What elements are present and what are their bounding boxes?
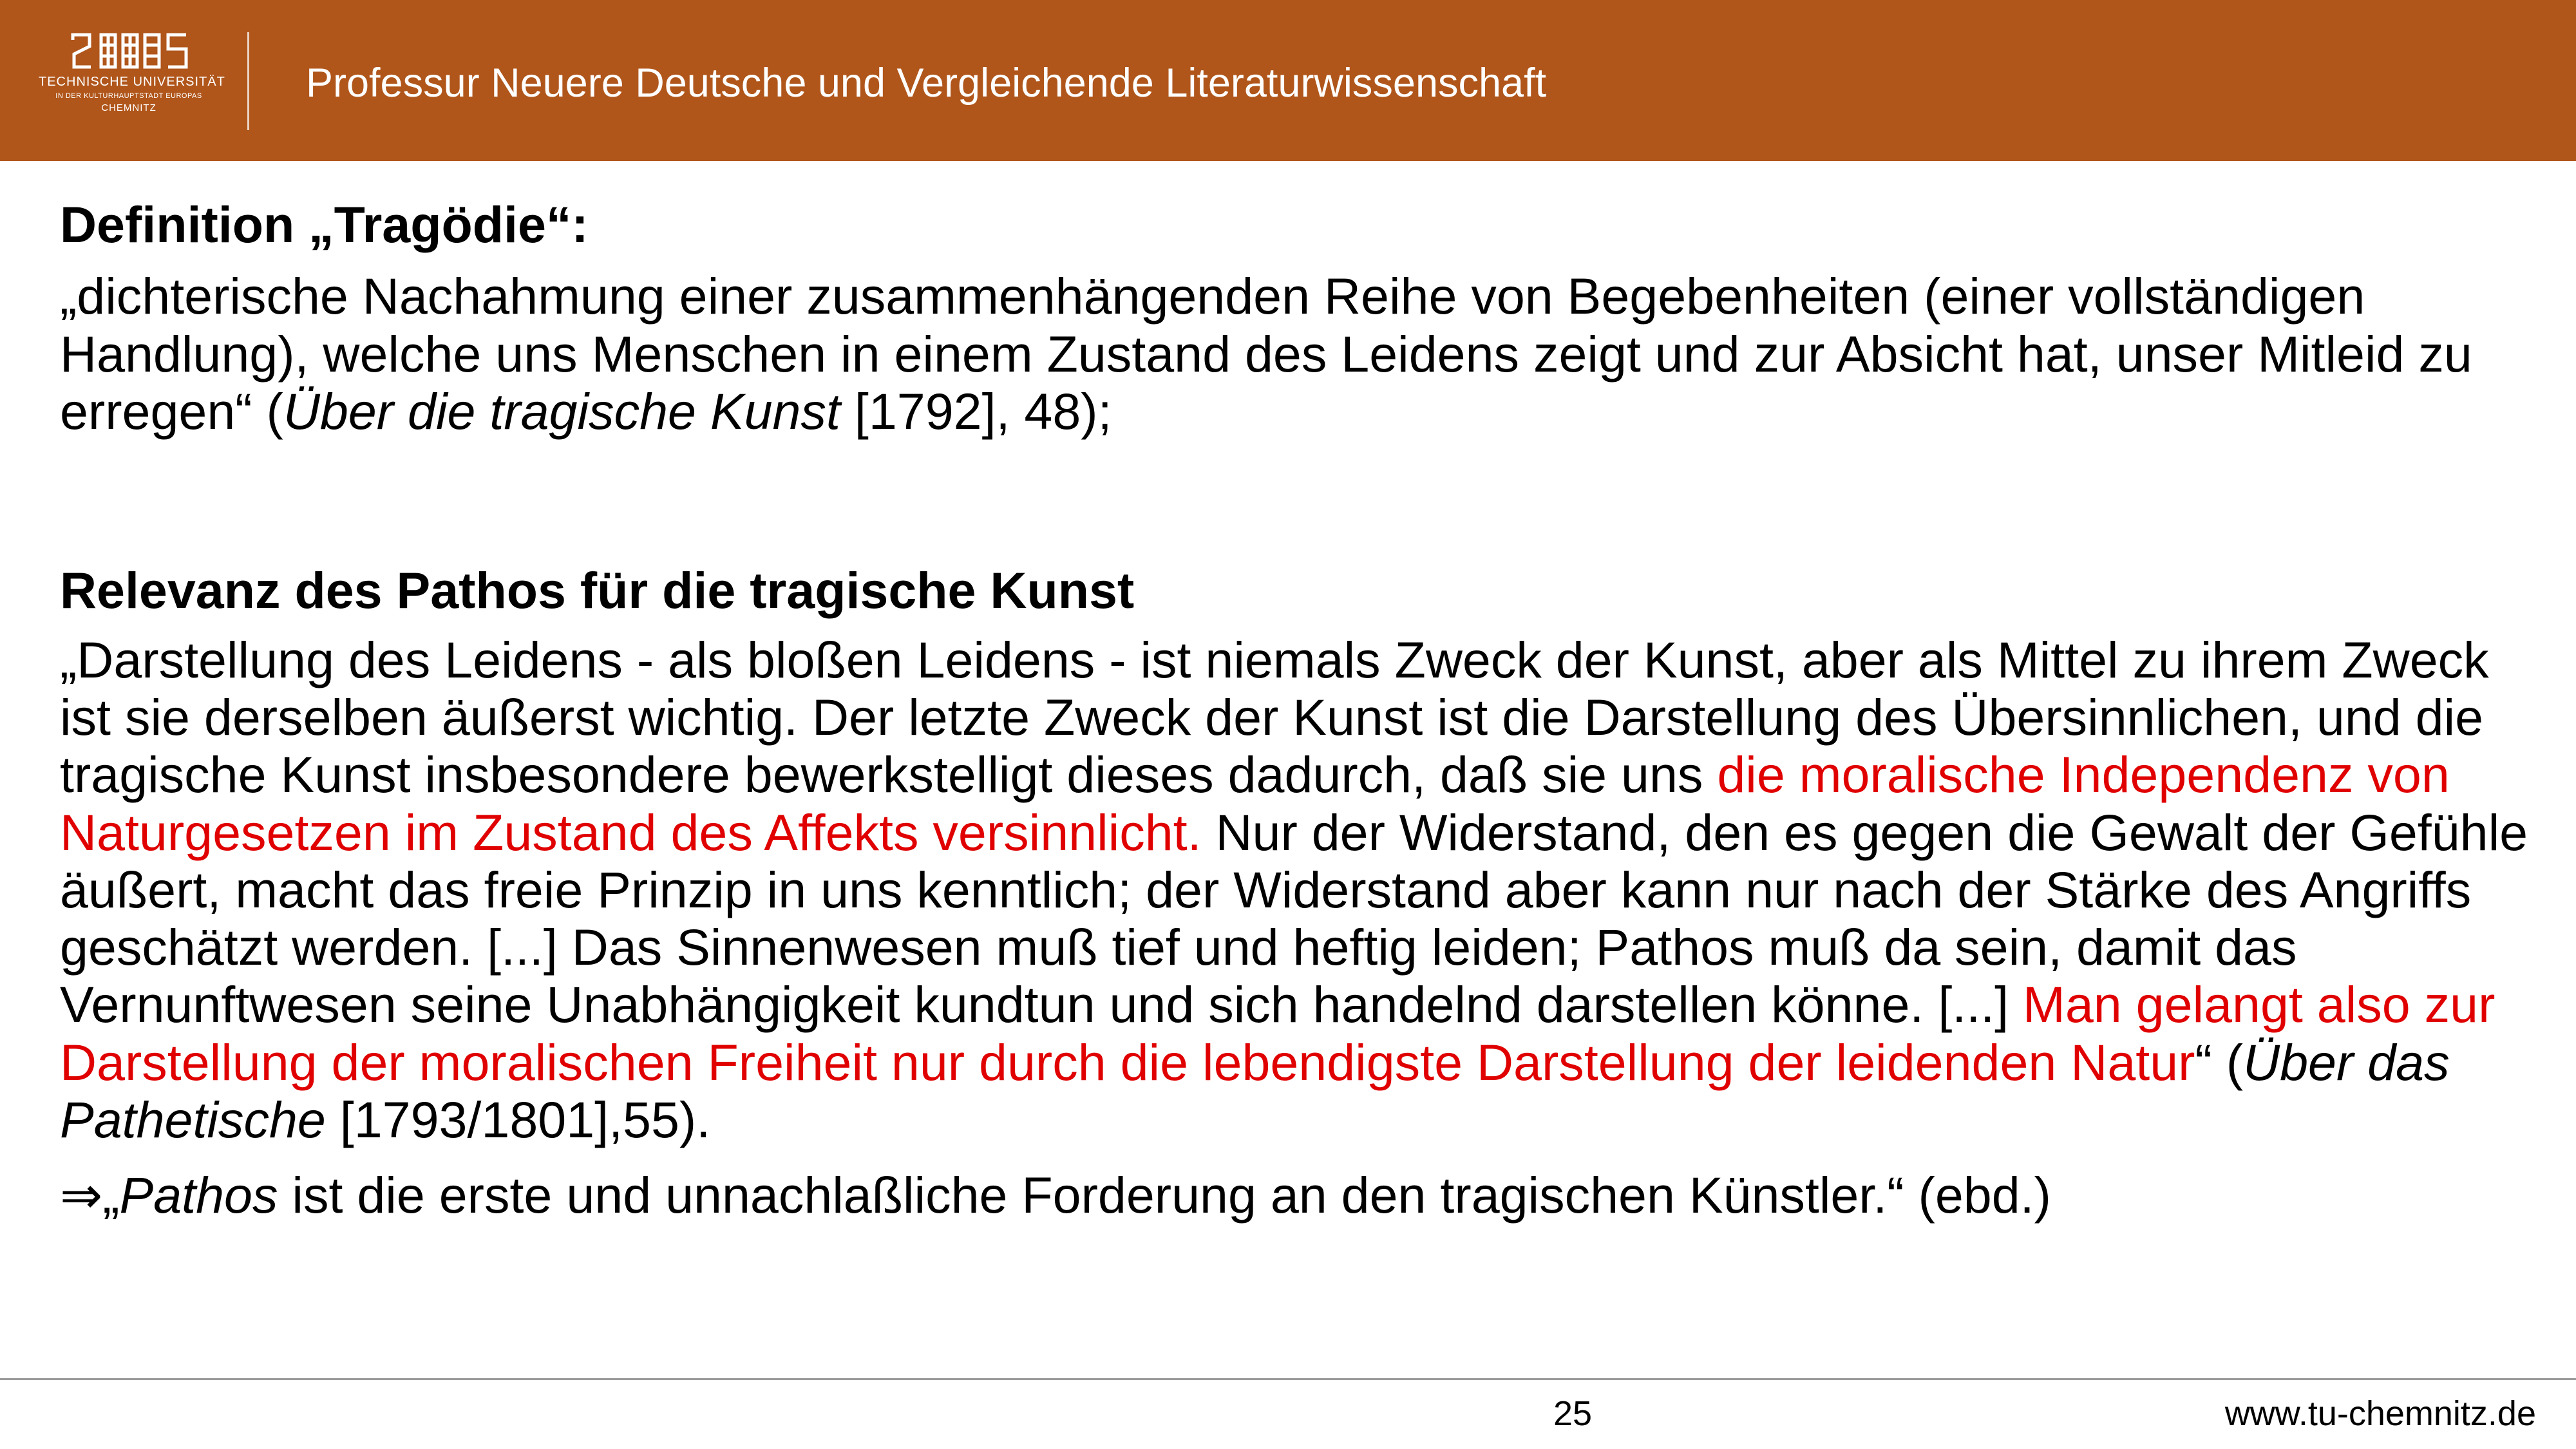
logo-text-tagline: IN DER KULTURHAUPTSTADT EUROPAS [55, 92, 202, 100]
pathos-source-ref: [1793/1801],55). [325, 1090, 711, 1148]
pathos-source-title: Über das Pathetische [60, 1033, 2450, 1148]
conclusion-text: ist die erste und unnachlaßliche Forderung an den tragischen Künstler.“ (ebd.) [278, 1166, 2051, 1224]
conclusion-line [60, 1166, 2546, 1224]
footer-divider [0, 1378, 2576, 1380]
pathos-quote [60, 631, 2546, 1148]
logo-text-city: CHEMNITZ [101, 102, 156, 113]
page-number: 25 [1553, 1394, 1593, 1433]
conclusion-open-quote: „ [102, 1166, 120, 1224]
pathos-quote-highlight1: die moralische Independenz von Naturgesetzen im Zustand des Affekts versinnlicht. [60, 746, 2450, 861]
header-title: Professur Neuere Deutsche und Vergleichende Literaturwissenschaft [306, 61, 1547, 106]
pathos-quote-part2: Nur der Widerstand, den es gegen die Gewalt der Gefühle äußert, macht das freie Prinzip in uns kenntlich; der Widerstand aber kann nur nach der Stärke des Angriffs geschätzt werden. [...] Das Sinnenwesen muß tief und heftig leiden; Pathos muß da sein, damit das Vernunftwesen seine Unabhängigkeit kundtun und sich handelnd darstellen könne. [...] [60, 803, 2528, 1034]
logo-text-university: TECHNISCHE UNIVERSITÄT [39, 75, 225, 89]
definition-quote [60, 267, 2546, 440]
logo-mark-icon [68, 31, 190, 71]
header-divider [247, 32, 249, 130]
definition-quote-text: „dichterische Nachahmung einer zusammenhängenden Reihe von Begebenheiten (einer vollständigen Handlung), welche uns Menschen in einem Zustand des Leidens zeigt und zur Absicht hat, unser Mitleid zu erregen“ ( [60, 267, 2472, 440]
pathos-quote-part1: „Darstellung des Leidens - als bloßen Leidens - ist niemals Zweck der Kunst, aber als Mittel zu ihrem Zweck ist sie derselben äußerst wichtig. Der letzte Zweck der Kunst ist die Darstellung des Übersinnlichen, und die tragische Kunst insbesondere bewerkstelligt dieses dadurch, daß sie uns [60, 630, 2489, 804]
definition-source-title: Über die tragische Kunst [283, 383, 840, 440]
pathos-quote-close: “ ( [2195, 1033, 2244, 1091]
header-bar [0, 0, 2576, 161]
slide-content [60, 196, 2546, 1224]
pathos-heading: Relevanz des Pathos für die tragische Kunst [60, 562, 1135, 620]
implies-arrow-icon: ⇒ [60, 1166, 103, 1224]
university-logo[interactable] [39, 31, 225, 134]
definition-heading: Definition „Tragödie“: [60, 196, 589, 253]
definition-source-ref: [1792], 48); [840, 383, 1112, 440]
pathos-quote-highlight2: Man gelangt also zur Darstellung der moralischen Freiheit nur durch die lebendigste Darstellung der leidenden Natur [60, 976, 2496, 1091]
conclusion-term: Pathos [119, 1166, 278, 1224]
footer-url-link[interactable]: www.tu-chemnitz.de [2224, 1394, 2536, 1433]
